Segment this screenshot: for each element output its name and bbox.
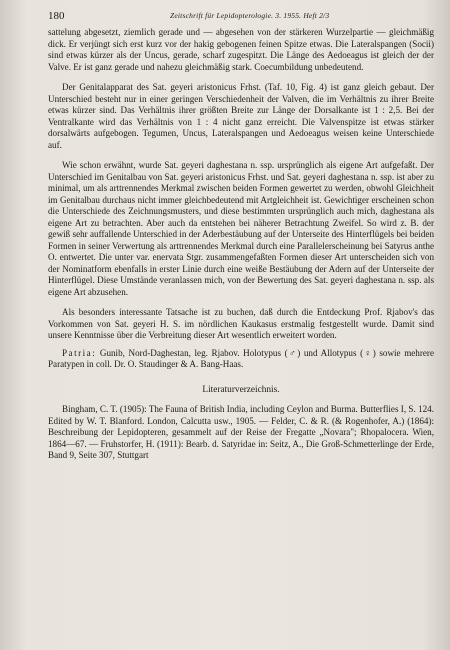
paragraph-daghestana: Wie schon erwähnt, wurde Sat. geyeri daghestana n. ssp. ursprünglich als eigene Art aufgefaßt. Der Unterschied im Genitalbau von Sat. geyeri aristonicus Frhst. und Sat. geyeri daghestana n. ssp. ist aber zu minimal, um als arttrennendes Merkmal zwischen beiden Formen gewertet zu werden, obwohl Gleichheit im Genitalbau durchaus nicht immer gleichbedeutend mit Artgleichheit ist. Gewichtiger erscheinen schon die Unterschiede des Zeichnungsmusters, und diese bestimmten ursprünglich auch mich, daghestana als eigene Art zu betrachten. Aber auch da entstehen bei näherer Betrachtung Zweifel. So wird z. B. der gewiß sehr auffallende Unterschied in der Aderbestäubung auf der Unterseite des Hinterflügels bei beiden Formen in seiner Verwertung als arttrennendes Merkmal durch eine Parallelerscheinung bei Satyrus anthe O. entwertet. Die unter var. enervata Stgr. zusammengefaßten Formen dieser Art unterscheiden sich von der Nominatform ebenfalls in erster Linie durch eine weiße Bestäubung der Adern auf der Unterseite der Hinterflügel. Diese Umstände veranlassen mich, von der Bewertung des Sat. geyeri daghestana n. ssp. als eigene Art abzusehen.	[48, 160, 434, 297]
journal-title: Zeitschrift für Lepidopterologie. 3. 1955. Heft 2/3	[170, 11, 330, 20]
running-header	[48, 10, 428, 24]
page-number: 180	[48, 10, 65, 22]
patria-label: Patria:	[62, 347, 97, 358]
paragraph-continuation: sattelung abgesetzt, ziemlich gerade und — abgesehen von der stärkeren Wurzelpartie — gleichmäßig dick. Er verjüngt sich erst kurz vor der hakig gebogenen feinen Spitze etwas. Die Lateralspangen (Socii) sind etwas kürzer als der Uncus, gerade, scharf zugespitzt. Die Länge des Aedoeagus ist gleich der der Valve. Er ist ganz gerade und nahezu gleichmäßig stark. Coecumbildung unbedeutend.	[48, 27, 434, 72]
paragraph-distribution: Als besonders interessante Tatsache ist zu buchen, daß durch die Entdeckung Prof. Rjabov's das Vorkommen von Sat. geyeri H. S. im nördlichen Kaukasus erstmalig festgestellt wurde. Damit sind unsere Kenntnisse über die Verbreitung dieser Art wesentlich erweitert worden.	[48, 307, 434, 340]
references-list: Bingham, C. T. (1905): The Fauna of British India, including Ceylon and Burma. Butterflies I, S. 124. Edited by W. T. Blanford. London, Calcutta usw., 1905. — Felder, C. & R. (& Rogenhofer, A.) (1864): Beschreibung der Lepidopteren, gesammelt auf der Reise der Fregatte „Novara"; Rhopalocera. Wien, 1864—67. — Fruhstorfer, H. (1911): Bearb. d. Satyridae in: Seitz, A., Die Groß-Schmetterlinge der Erde, Band 9, Seite 307, Stuttgart	[48, 404, 434, 460]
article-body	[48, 27, 434, 462]
patria-text: Gunib, Nord-Daghestan, leg. Rjabov. Holotypus (♂) und Allotypus (♀) sowie mehrere Paratypen in coll. Dr. O. Staudinger & A. Bang-Haas.	[48, 347, 434, 369]
references-heading: Literaturverzeichnis.	[202, 384, 280, 395]
paragraph-patria	[48, 348, 434, 371]
paragraph-aristonicus: Der Genitalapparat des Sat. geyeri aristonicus Frhst. (Taf. 10, Fig. 4) ist ganz gleich gebaut. Der Unterschied besteht nur in einer geringen Verschiedenheit der Valven, die im Verhältnis zu ihrer Breite etwas kürzer sind. Das Verhältnis ihrer größten Breite zur Länge der Dorsalkante ist 1 : 2,5. Bei der Ventralkante wird das Verhältnis von 1 : 4 nicht ganz erreicht. Die Valvenspitze ist etwas stärker dorsalwärts aufgebogen. Tegumen, Uncus, Lateralspangen und Aedoeagus weisen keine Unterschiede auf.	[48, 82, 434, 150]
